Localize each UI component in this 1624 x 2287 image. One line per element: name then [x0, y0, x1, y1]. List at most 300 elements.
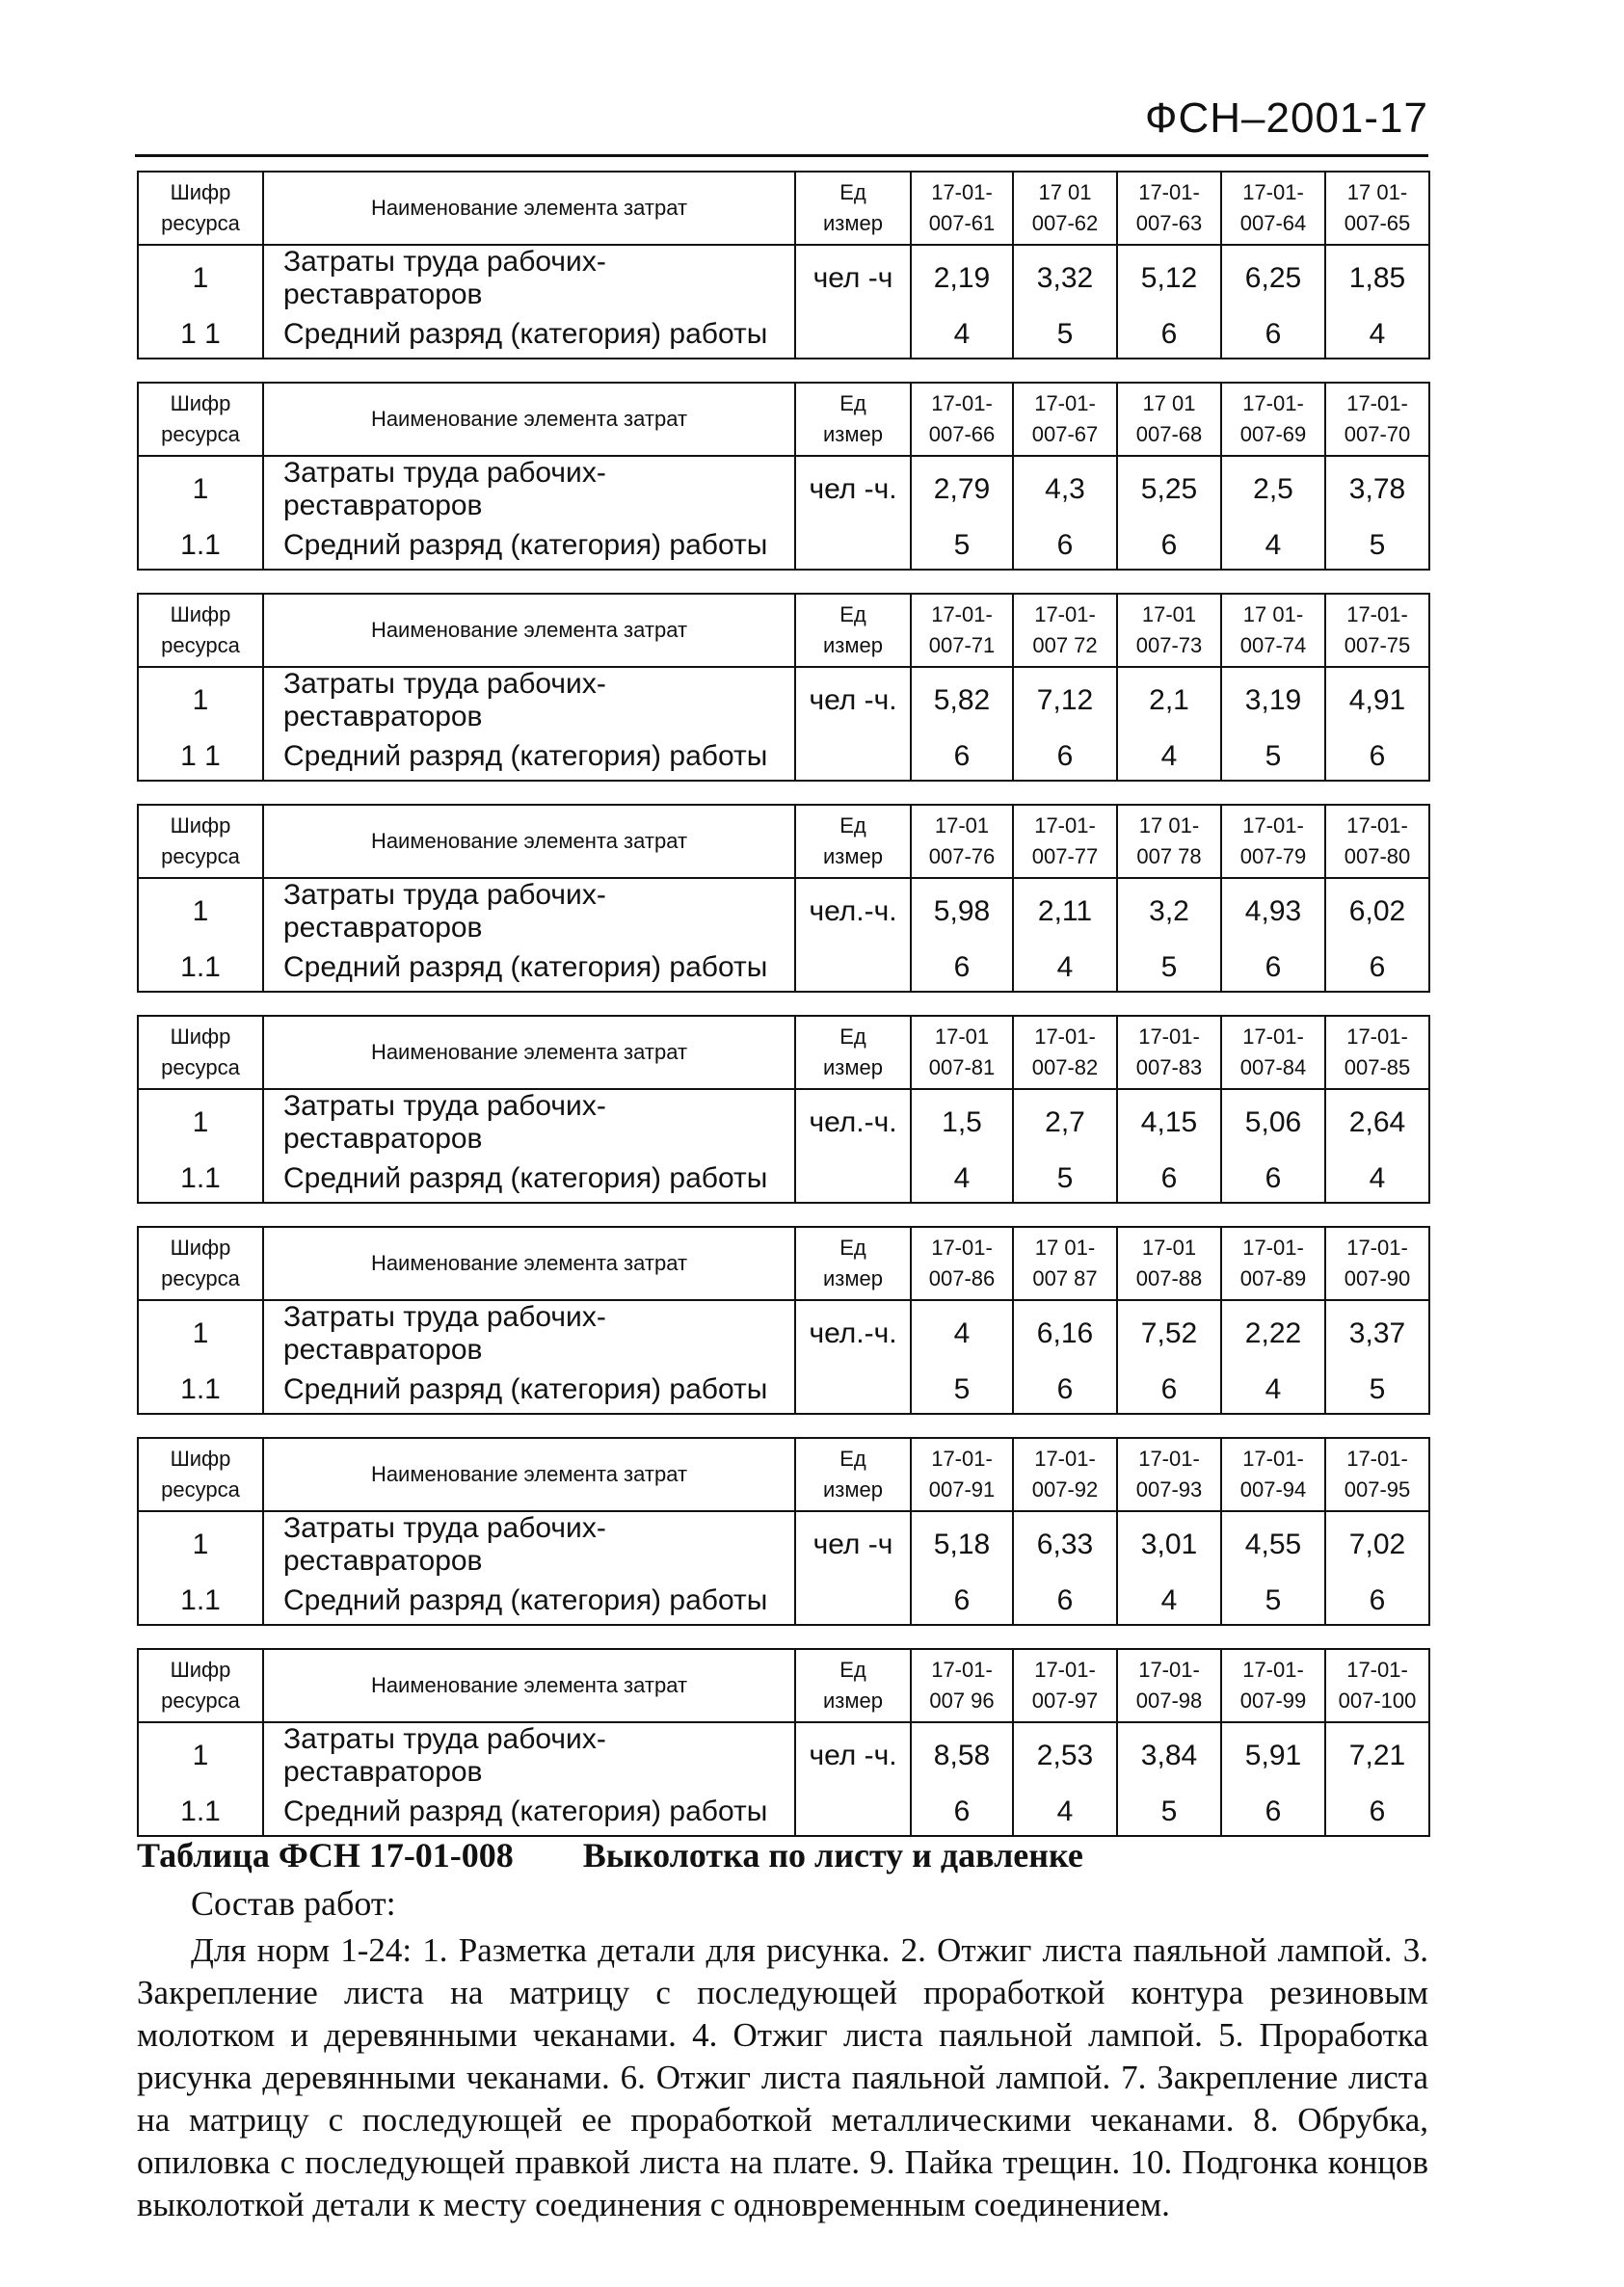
table-row — [138, 1089, 1429, 1156]
header-resource-code — [138, 594, 263, 667]
row-value: 6 — [911, 733, 1013, 781]
row-value: 2,64 — [1325, 1089, 1429, 1156]
row-value: 6 — [1117, 522, 1221, 570]
row-value: 5,25 — [1117, 456, 1221, 522]
norm-code-line: 17-01- — [1034, 391, 1096, 415]
row-resource-code: 1 — [138, 1511, 263, 1578]
norm-code-line: 007-71 — [928, 633, 996, 657]
section-title — [137, 1835, 1083, 1875]
header-norm-code — [1013, 805, 1117, 878]
header-resource-line: Шифр — [170, 391, 231, 415]
norm-code-line: 007-91 — [928, 1477, 996, 1502]
norm-code-line: 007-82 — [1031, 1055, 1099, 1079]
row-resource-code: 1 — [138, 456, 263, 522]
row-cost-element: Средний разряд (категория) работы — [263, 1578, 795, 1625]
norm-code-line: 007-75 — [1344, 633, 1411, 657]
page-header — [135, 94, 1428, 157]
document-code: ФСН–2001-17 — [1145, 94, 1428, 142]
header-norm-code — [1013, 1227, 1117, 1300]
header-norm-code — [1221, 594, 1325, 667]
row-resource-code: 1 — [138, 1300, 263, 1367]
header-norm-code — [1221, 1227, 1325, 1300]
header-norm-code — [1013, 172, 1117, 245]
header-unit-line: Ед — [839, 1447, 866, 1471]
table-name: Выколотка по листу и давленке — [582, 1836, 1083, 1875]
table-header-row — [138, 172, 1429, 245]
table-row — [138, 1367, 1429, 1414]
table-header-row — [138, 1438, 1429, 1511]
norm-code-line: 007-68 — [1135, 422, 1203, 446]
header-unit-line: измер — [823, 1055, 883, 1079]
row-cost-element: Затраты труда рабочих-реставраторов — [263, 667, 795, 733]
header-norm-code — [1117, 1438, 1221, 1511]
header-unit — [795, 172, 911, 245]
norm-code-line: 17-01- — [1242, 180, 1304, 204]
row-cost-element: Средний разряд (категория) работы — [263, 944, 795, 992]
row-value: 8,58 — [911, 1722, 1013, 1789]
header-unit-line: Ед — [839, 813, 866, 838]
row-value: 5 — [1325, 522, 1429, 570]
row-value: 5 — [1117, 1789, 1221, 1836]
row-value: 7,52 — [1117, 1300, 1221, 1367]
header-resource-code — [138, 1649, 263, 1722]
norm-code-line: 007-86 — [928, 1266, 996, 1290]
row-resource-code: 1 — [138, 1722, 263, 1789]
header-norm-code — [1325, 594, 1429, 667]
row-resource-code: 1 1 — [138, 733, 263, 781]
header-resource-line: Шифр — [170, 1658, 231, 1682]
row-cost-element: Средний разряд (категория) работы — [263, 733, 795, 781]
row-value: 6 — [911, 1578, 1013, 1625]
table-header-row — [138, 1227, 1429, 1300]
header-resource-line: Шифр — [170, 602, 231, 626]
header-norm-code — [911, 1016, 1013, 1089]
header-norm-code — [911, 383, 1013, 456]
row-value: 7,02 — [1325, 1511, 1429, 1578]
row-value: 2,53 — [1013, 1722, 1117, 1789]
norm-code-line: 17-01- — [1346, 391, 1408, 415]
norm-code-line: 007-64 — [1239, 211, 1307, 235]
row-unit — [795, 944, 911, 992]
norm-code-line: 007-76 — [928, 844, 996, 868]
row-value: 6 — [911, 944, 1013, 992]
row-cost-element: Затраты труда рабочих-реставраторов — [263, 245, 795, 311]
row-resource-code: 1 — [138, 878, 263, 944]
table-row — [138, 311, 1429, 359]
row-value: 6 — [1325, 944, 1429, 992]
header-unit — [795, 805, 911, 878]
row-cost-element: Затраты труда рабочих-реставраторов — [263, 456, 795, 522]
header-cost-element: Наименование элемента затрат — [263, 172, 795, 245]
row-value: 2,11 — [1013, 878, 1117, 944]
row-unit — [795, 1156, 911, 1203]
row-value: 7,21 — [1325, 1722, 1429, 1789]
norm-code-line: 007-95 — [1344, 1477, 1411, 1502]
row-value: 6 — [1221, 311, 1325, 359]
table-header-row — [138, 1016, 1429, 1089]
header-norm-code — [1013, 594, 1117, 667]
norm-code-line: 17-01- — [1034, 602, 1096, 626]
row-resource-code: 1.1 — [138, 944, 263, 992]
row-value: 1,85 — [1325, 245, 1429, 311]
norm-code-line: 17-01- — [1034, 1658, 1096, 1682]
row-value: 5 — [1221, 1578, 1325, 1625]
row-value: 6 — [1117, 1367, 1221, 1414]
norm-table — [137, 171, 1430, 359]
table-label: Таблица ФСН 17-01-008 — [137, 1836, 514, 1875]
header-norm-code — [911, 1438, 1013, 1511]
header-resource-line: ресурса — [161, 633, 240, 657]
row-cost-element: Средний разряд (категория) работы — [263, 522, 795, 570]
row-resource-code: 1 — [138, 667, 263, 733]
header-norm-code — [1013, 1016, 1117, 1089]
norm-code-line: 007-99 — [1239, 1689, 1307, 1713]
header-unit-line: Ед — [839, 1236, 866, 1260]
row-value: 5,91 — [1221, 1722, 1325, 1789]
norm-code-line: 007 87 — [1032, 1266, 1098, 1290]
header-cost-element: Наименование элемента затрат — [263, 805, 795, 878]
row-value: 2,7 — [1013, 1089, 1117, 1156]
header-norm-code — [1117, 1016, 1221, 1089]
row-value: 3,84 — [1117, 1722, 1221, 1789]
row-value: 5,82 — [911, 667, 1013, 733]
row-value: 4 — [1325, 1156, 1429, 1203]
header-resource-line: ресурса — [161, 211, 240, 235]
norm-code-line: 17-01- — [1346, 1024, 1408, 1049]
row-resource-code: 1.1 — [138, 1367, 263, 1414]
row-unit — [795, 1367, 911, 1414]
norm-code-line: 007-90 — [1344, 1266, 1411, 1290]
header-cost-element: Наименование элемента затрат — [263, 1227, 795, 1300]
row-value: 6 — [1221, 944, 1325, 992]
norm-code-line: 007-62 — [1031, 211, 1099, 235]
row-value: 6 — [1117, 311, 1221, 359]
norm-code-line: 17-01- — [1242, 1658, 1304, 1682]
header-norm-code — [1325, 172, 1429, 245]
norm-code-line: 17-01- — [1242, 391, 1304, 415]
norm-code-line: 17-01- — [1034, 1447, 1096, 1471]
header-resource-line: ресурса — [161, 1477, 240, 1502]
table-header-row — [138, 1649, 1429, 1722]
row-value: 5,18 — [911, 1511, 1013, 1578]
norm-code-line: 17-01- — [931, 1447, 993, 1471]
norm-code-line: 17-01- — [1346, 1658, 1408, 1682]
row-value: 6 — [1013, 1578, 1117, 1625]
norm-code-line: 007-66 — [928, 422, 996, 446]
header-unit-line: Ед — [839, 1658, 866, 1682]
header-norm-code — [911, 1649, 1013, 1722]
norm-code-line: 17-01- — [931, 180, 993, 204]
row-value: 3,37 — [1325, 1300, 1429, 1367]
table-row — [138, 878, 1429, 944]
row-value: 4 — [1325, 311, 1429, 359]
row-value: 6,16 — [1013, 1300, 1117, 1367]
norm-code-line: 17-01- — [1346, 1447, 1408, 1471]
header-unit — [795, 1016, 911, 1089]
norm-code-line: 007-79 — [1239, 844, 1307, 868]
header-resource-line: ресурса — [161, 1055, 240, 1079]
header-norm-code — [1325, 1016, 1429, 1089]
norm-code-line: 007-80 — [1344, 844, 1411, 868]
row-cost-element: Средний разряд (категория) работы — [263, 1367, 795, 1414]
header-norm-code — [1117, 1227, 1221, 1300]
norm-code-line: 17-01- — [1242, 1447, 1304, 1471]
row-unit: чел -ч. — [795, 667, 911, 733]
norm-code-line: 007-77 — [1031, 844, 1099, 868]
header-norm-code — [1013, 383, 1117, 456]
header-unit — [795, 1438, 911, 1511]
norm-code-line: 17-01 — [1141, 1236, 1197, 1260]
norm-code-line: 17-01- — [1346, 813, 1408, 838]
row-value: 2,79 — [911, 456, 1013, 522]
norm-code-line: 17-01- — [1034, 1024, 1096, 1049]
header-resource-line: Шифр — [170, 1447, 231, 1471]
norm-code-line: 007-100 — [1338, 1689, 1417, 1713]
header-resource-code — [138, 1227, 263, 1300]
row-cost-element: Затраты труда рабочих-реставраторов — [263, 1722, 795, 1789]
norm-code-line: 17-01- — [931, 1236, 993, 1260]
header-norm-code — [1117, 805, 1221, 878]
row-value: 5 — [1325, 1367, 1429, 1414]
row-value: 4,55 — [1221, 1511, 1325, 1578]
header-unit-line: Ед — [839, 602, 866, 626]
norm-code-line: 17-01- — [931, 1658, 993, 1682]
row-value: 5 — [1221, 733, 1325, 781]
norm-table — [137, 593, 1430, 782]
row-value: 5 — [1117, 944, 1221, 992]
row-value: 4 — [1221, 522, 1325, 570]
row-value: 4 — [1221, 1367, 1325, 1414]
row-value: 6 — [911, 1789, 1013, 1836]
row-unit: чел.-ч. — [795, 1300, 911, 1367]
row-value: 3,78 — [1325, 456, 1429, 522]
row-cost-element: Затраты труда рабочих-реставраторов — [263, 878, 795, 944]
norm-code-line: 007-69 — [1239, 422, 1307, 446]
norm-code-line: 17-01- — [931, 602, 993, 626]
header-norm-code — [911, 1227, 1013, 1300]
norm-code-line: 17-01- — [1138, 1024, 1200, 1049]
row-value: 5,98 — [911, 878, 1013, 944]
header-unit-line: Ед — [839, 180, 866, 204]
header-resource-line: Шифр — [170, 1024, 231, 1049]
norm-code-line: 17 01 — [1142, 391, 1196, 415]
norm-code-line: 007-67 — [1031, 422, 1099, 446]
row-value: 4,93 — [1221, 878, 1325, 944]
header-norm-code — [911, 172, 1013, 245]
norm-code-line: 007-70 — [1344, 422, 1411, 446]
row-resource-code: 1 — [138, 245, 263, 311]
norm-table — [137, 382, 1430, 571]
norm-code-line: 17-01- — [1346, 1236, 1408, 1260]
header-resource-line: ресурса — [161, 422, 240, 446]
table-row — [138, 456, 1429, 522]
norm-code-line: 17 01- — [1138, 813, 1200, 838]
row-resource-code: 1 1 — [138, 311, 263, 359]
table-row — [138, 1156, 1429, 1203]
row-unit: чел -ч — [795, 1511, 911, 1578]
row-unit — [795, 311, 911, 359]
header-norm-code — [1221, 1438, 1325, 1511]
row-value: 6 — [1325, 1578, 1429, 1625]
header-cost-element: Наименование элемента затрат — [263, 1649, 795, 1722]
header-unit-line: измер — [823, 1477, 883, 1502]
table-row — [138, 1511, 1429, 1578]
norm-code-line: 007-83 — [1135, 1055, 1203, 1079]
row-value: 5 — [911, 522, 1013, 570]
row-cost-element: Затраты труда рабочих-реставраторов — [263, 1300, 795, 1367]
row-value: 4 — [1013, 1789, 1117, 1836]
norm-code-line: 17 01 — [1038, 180, 1092, 204]
header-resource-line: ресурса — [161, 844, 240, 868]
row-value: 1,5 — [911, 1089, 1013, 1156]
header-cost-element: Наименование элемента затрат — [263, 594, 795, 667]
row-value: 3,2 — [1117, 878, 1221, 944]
row-unit: чел -ч — [795, 245, 911, 311]
row-value: 6 — [1221, 1789, 1325, 1836]
row-value: 6 — [1325, 733, 1429, 781]
table-row — [138, 245, 1429, 311]
norm-code-line: 007 78 — [1136, 844, 1202, 868]
table-row — [138, 667, 1429, 733]
norm-code-line: 17-01- — [1138, 180, 1200, 204]
header-norm-code — [1117, 594, 1221, 667]
table-header-row — [138, 805, 1429, 878]
norm-code-line: 007-93 — [1135, 1477, 1203, 1502]
norm-code-line: 17-01- — [1138, 1447, 1200, 1471]
table-row — [138, 1722, 1429, 1789]
header-unit-line: измер — [823, 1689, 883, 1713]
header-cost-element: Наименование элемента затрат — [263, 1016, 795, 1089]
norm-code-line: 007-88 — [1135, 1266, 1203, 1290]
composition-text: Для норм 1-24: 1. Разметка детали для рисунка. 2. Отжиг листа паяльной лампой. 3. Закрепление листа на матрицу с последующей проработкой контура резиновым молотком и деревянными чеканами. 4. Отжиг листа паяльной лампой. 5. Проработка рисунка деревянными чеканами. 6. Отжиг листа паяльной лампой. 7. Закрепление листа на матрицу с последующей ее проработкой металлическими чеканами. 8. Обрубка, опиловка с последующей правкой листа на плате. 9. Пайка трещин. 10. Подгонка концов выколоткой детали к месту соединения с одновременным соединением. — [137, 1931, 1428, 2223]
header-norm-code — [1325, 383, 1429, 456]
norm-code-line: 007 72 — [1032, 633, 1098, 657]
header-resource-code — [138, 383, 263, 456]
norm-code-line: 17-01- — [1242, 1024, 1304, 1049]
header-resource-code — [138, 1016, 263, 1089]
norm-code-line: 007-63 — [1135, 211, 1203, 235]
header-norm-code — [1013, 1438, 1117, 1511]
row-resource-code: 1.1 — [138, 1578, 263, 1625]
header-norm-code — [1221, 805, 1325, 878]
norm-code-line: 17-01 — [934, 813, 990, 838]
header-resource-code — [138, 172, 263, 245]
row-value: 3,32 — [1013, 245, 1117, 311]
row-value: 4,91 — [1325, 667, 1429, 733]
row-value: 2,19 — [911, 245, 1013, 311]
header-norm-code — [1117, 383, 1221, 456]
norm-code-line: 007-84 — [1239, 1055, 1307, 1079]
row-resource-code: 1 — [138, 1089, 263, 1156]
header-unit — [795, 383, 911, 456]
header-unit-line: измер — [823, 633, 883, 657]
header-unit — [795, 594, 911, 667]
header-cost-element: Наименование элемента затрат — [263, 383, 795, 456]
row-unit — [795, 1578, 911, 1625]
norm-code-line: 007-74 — [1239, 633, 1307, 657]
row-value: 5,12 — [1117, 245, 1221, 311]
header-resource-line: Шифр — [170, 813, 231, 838]
norm-code-line: 007-98 — [1135, 1689, 1203, 1713]
row-cost-element: Затраты труда рабочих-реставраторов — [263, 1089, 795, 1156]
header-resource-code — [138, 805, 263, 878]
header-unit-line: Ед — [839, 391, 866, 415]
header-norm-code — [911, 805, 1013, 878]
row-resource-code: 1.1 — [138, 1156, 263, 1203]
row-value: 4 — [1117, 1578, 1221, 1625]
header-norm-code — [911, 594, 1013, 667]
norm-code-line: 007-73 — [1135, 633, 1203, 657]
norm-table — [137, 1226, 1430, 1415]
table-row — [138, 1578, 1429, 1625]
norm-table — [137, 1437, 1430, 1626]
header-norm-code — [1013, 1649, 1117, 1722]
norm-code-line: 17-01- — [1138, 1658, 1200, 1682]
row-value: 3,19 — [1221, 667, 1325, 733]
header-norm-code — [1221, 383, 1325, 456]
row-value: 2,22 — [1221, 1300, 1325, 1367]
row-value: 6 — [1013, 522, 1117, 570]
norm-code-line: 17-01- — [1034, 813, 1096, 838]
row-value: 2,5 — [1221, 456, 1325, 522]
row-value: 4 — [1013, 944, 1117, 992]
norm-code-line: 007-61 — [928, 211, 996, 235]
norm-code-line: 007-65 — [1344, 211, 1411, 235]
row-resource-code: 1.1 — [138, 522, 263, 570]
row-cost-element: Средний разряд (категория) работы — [263, 311, 795, 359]
header-norm-code — [1221, 1016, 1325, 1089]
norm-code-line: 007-97 — [1031, 1689, 1099, 1713]
header-unit-line: измер — [823, 844, 883, 868]
norm-table — [137, 1015, 1430, 1204]
row-unit: чел -ч. — [795, 456, 911, 522]
table-header-row — [138, 383, 1429, 456]
norm-code-line: 007-85 — [1344, 1055, 1411, 1079]
row-value: 4 — [911, 311, 1013, 359]
row-value: 6,33 — [1013, 1511, 1117, 1578]
norm-code-line: 007-92 — [1031, 1477, 1099, 1502]
norm-table — [137, 1648, 1430, 1837]
norm-table — [137, 804, 1430, 993]
row-value: 4,3 — [1013, 456, 1117, 522]
norm-code-line: 17-01 — [934, 1024, 990, 1049]
row-value: 5 — [1013, 1156, 1117, 1203]
norm-code-line: 007-94 — [1239, 1477, 1307, 1502]
norm-code-line: 17 01- — [1346, 180, 1408, 204]
row-cost-element: Средний разряд (категория) работы — [263, 1156, 795, 1203]
row-value: 5,06 — [1221, 1089, 1325, 1156]
norm-code-line: 17 01- — [1034, 1236, 1096, 1260]
row-value: 6 — [1325, 1789, 1429, 1836]
row-unit — [795, 733, 911, 781]
header-cost-element: Наименование элемента затрат — [263, 1438, 795, 1511]
row-value: 3,01 — [1117, 1511, 1221, 1578]
header-unit-line: измер — [823, 422, 883, 446]
norm-code-line: 17-01- — [1346, 602, 1408, 626]
header-norm-code — [1221, 172, 1325, 245]
header-norm-code — [1325, 1438, 1429, 1511]
row-unit: чел -ч. — [795, 1722, 911, 1789]
header-norm-code — [1221, 1649, 1325, 1722]
header-resource-line: Шифр — [170, 180, 231, 204]
composition-label: Состав работ: — [191, 1884, 396, 1923]
norm-code-line: 007-89 — [1239, 1266, 1307, 1290]
row-unit — [795, 1789, 911, 1836]
header-norm-code — [1325, 1227, 1429, 1300]
row-unit: чел.-ч. — [795, 1089, 911, 1156]
row-value: 7,12 — [1013, 667, 1117, 733]
header-resource-line: Шифр — [170, 1236, 231, 1260]
